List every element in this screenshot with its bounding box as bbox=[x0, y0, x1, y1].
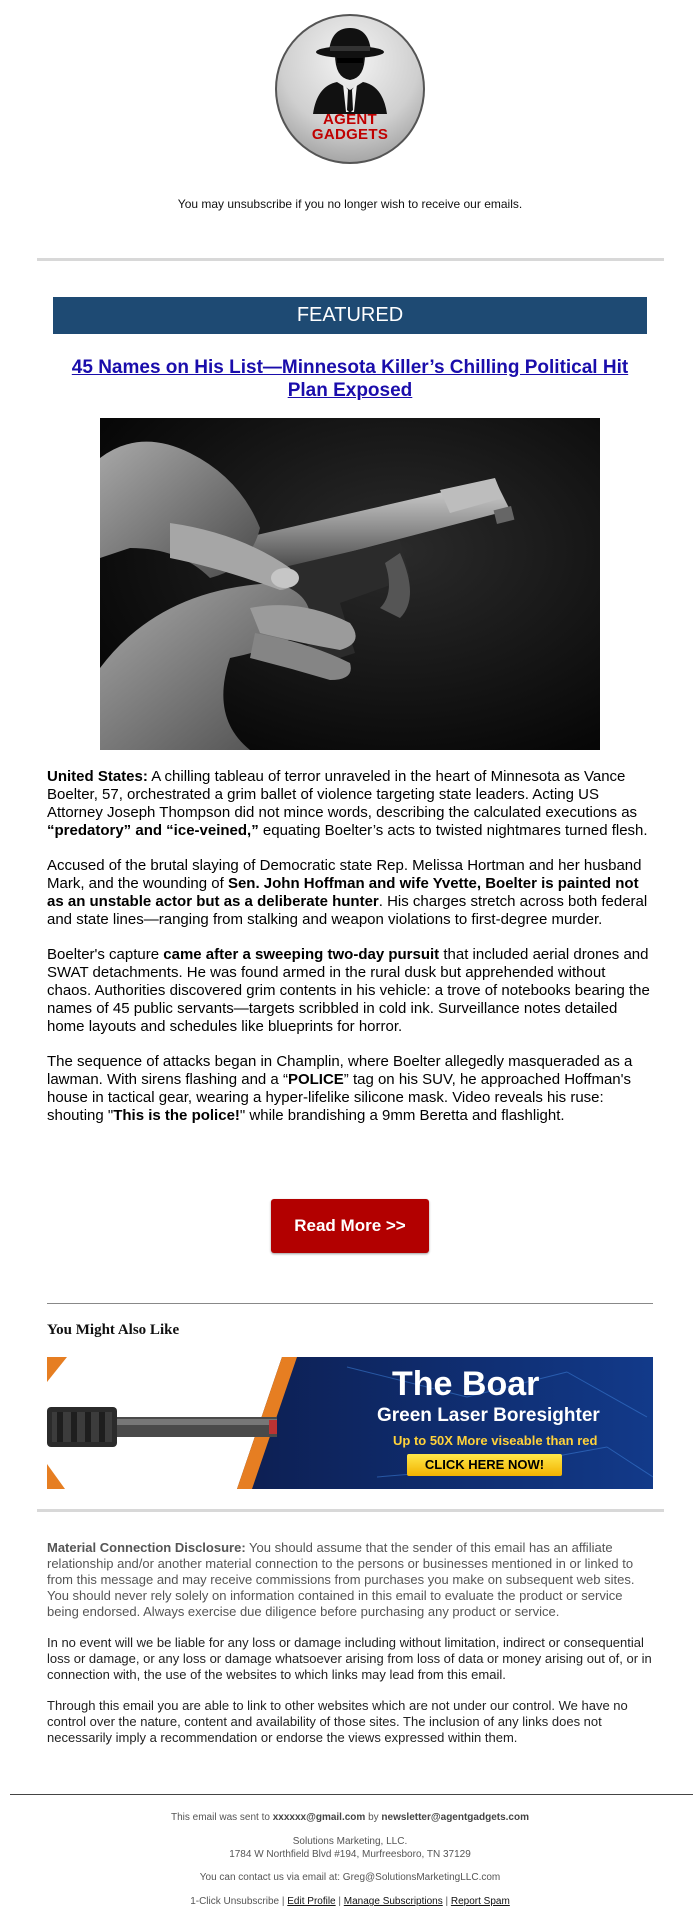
article-paragraph bbox=[47, 946, 653, 1036]
article-paragraph bbox=[47, 857, 653, 929]
footer-links bbox=[0, 1896, 700, 1907]
footer-text: This email was sent to bbox=[171, 1812, 273, 1823]
footer-contact bbox=[0, 1872, 700, 1883]
company-name: Solutions Marketing, LLC. bbox=[292, 1836, 408, 1847]
separator: | bbox=[335, 1896, 344, 1907]
edit-profile-link[interactable]: Edit Profile bbox=[287, 1896, 336, 1907]
article-text: A chilling tableau of terror unraveled in the heart of Minnesota as Vance Boelter, 57, orchestrated a grim ballet of violence targeting state leaders. Acting US Attorney Joseph Thompson did not mince words, describing the calculated executions as bbox=[47, 768, 638, 821]
agent-gadgets-logo[interactable] bbox=[275, 14, 425, 164]
external-links-paragraph: Through this email you are able to link to other websites which are not under our control. We have no control over the nature, content and availability of those sites. The inclusion of any links does not necessarily imply a recommendation or endorse the views expressed within them. bbox=[47, 1698, 628, 1745]
disclosure-lead: Material Connection Disclosure: bbox=[47, 1540, 246, 1555]
you-might-also-like-heading: You Might Also Like bbox=[47, 1322, 180, 1338]
logo-text-gadgets: GADGETS bbox=[311, 126, 389, 143]
ad-title: The Boar bbox=[392, 1365, 540, 1403]
liability-paragraph: In no event will we be liable for any loss or damage including without limitation, indirect or consequential loss or damage, or any loss or damage whatsoever arising from loss of data or money arising out of, or in connection with, the use of the websites to which links may lead from this email. bbox=[47, 1635, 652, 1682]
company-address: 1784 W Northfield Blvd #194, Murfreesboro, TN 37129 bbox=[229, 1849, 471, 1860]
disclosure-text: You should assume that the sender of this email has an affiliate relationship and/or another material connection to the persons or businesses mentioned in or linked to from this message and may receive commissions from purchases you make on subsequent web sites. You should never rely solely on information contained in this email to evaluate the product or service being endorsed. Always exercise due diligence before purchasing any product or service. bbox=[47, 1540, 635, 1619]
article-emphasis: POLICE bbox=[287, 1071, 344, 1088]
divider bbox=[37, 1509, 664, 1512]
hero-image[interactable] bbox=[100, 418, 600, 750]
disclosure-section bbox=[47, 1540, 653, 1761]
featured-banner: FEATURED bbox=[53, 297, 647, 334]
article-emphasis: This is the police! bbox=[113, 1107, 240, 1124]
sender-email: newsletter@agentgadgets.com bbox=[381, 1812, 529, 1823]
unsubscribe-note: You may unsubscribe if you no longer wish to receive our emails. bbox=[177, 197, 523, 211]
headline-link[interactable]: 45 Names on His List—Minnesota Killer’s Chilling Political Hit Plan Exposed bbox=[71, 357, 629, 401]
article-body bbox=[47, 768, 653, 1142]
footer-text: by bbox=[365, 1812, 382, 1823]
report-spam-link[interactable]: Report Spam bbox=[450, 1896, 510, 1907]
separator: | bbox=[279, 1896, 288, 1907]
footer-sent-to bbox=[0, 1812, 700, 1823]
recipient-email: xxxxxx@gmail.com bbox=[272, 1812, 366, 1823]
boar-boresighter-ad[interactable] bbox=[47, 1357, 653, 1489]
footer-divider bbox=[10, 1794, 693, 1795]
manage-subscriptions-link[interactable]: Manage Subscriptions bbox=[343, 1896, 443, 1907]
article-text: that included aerial drones and SWAT detachments. He was found armed in the rural dusk but apprehended without chaos. Authorities discovered grim contents in his vehicle: a trove of notebooks bearing the names of 45 public servants—targets scribbled in cold ink. Surveillance notes detailed home layouts and schedules like blueprints for horror. bbox=[47, 946, 650, 1035]
handgun-photo bbox=[100, 418, 600, 750]
ad-tagline: Up to 50X More viseable than red bbox=[393, 1433, 598, 1448]
article-paragraph bbox=[47, 1053, 653, 1125]
footer-text: You can contact us via email at: bbox=[199, 1872, 343, 1883]
article-text: . His charges stretch across both federal and state lines—ranging from stalking and weapon violations to first-degree murder. bbox=[47, 893, 648, 928]
article-text: Accused of the brutal slaying of Democratic state Rep. Melissa Hortman and her husband Mark, and the wounding of bbox=[47, 857, 642, 892]
article-paragraph bbox=[47, 768, 653, 840]
article-text: Boelter's capture bbox=[47, 946, 164, 963]
ad-cta-button[interactable]: CLICK HERE NOW! bbox=[407, 1454, 562, 1476]
logo-text-agent: AGENT bbox=[323, 111, 377, 128]
ad-subtitle: Green Laser Boresighter bbox=[377, 1405, 600, 1426]
divider bbox=[37, 258, 664, 261]
read-more-button[interactable]: Read More >> bbox=[271, 1199, 429, 1253]
article-location: United States: bbox=[47, 768, 148, 785]
divider bbox=[47, 1303, 653, 1304]
article-text: ” tag on his SUV, he approached Hoffman's house in tactical gear, wearing a hyper-lifelike silicone mask. Video reveals his ruse: shouting " bbox=[47, 1071, 631, 1124]
separator: | bbox=[442, 1896, 451, 1907]
disclosure-paragraph bbox=[47, 1540, 653, 1620]
article-emphasis: Sen. John Hoffman and wife Yvette, Boelter is painted not as an unstable actor but as a deliberate hunter bbox=[47, 875, 639, 910]
article-emphasis: came after a sweeping two-day pursuit bbox=[163, 946, 440, 963]
contact-email: Greg@SolutionsMarketingLLC.com bbox=[342, 1872, 501, 1883]
article-text: " while brandishing a 9mm Beretta and flashlight. bbox=[239, 1107, 565, 1124]
article-text: The sequence of attacks began in Champlin, where Boelter allegedly masqueraded as a lawman. With sirens flashing and a “ bbox=[47, 1053, 633, 1088]
article-emphasis: “predatory” and “ice-veined,” bbox=[47, 822, 259, 839]
one-click-unsubscribe-link[interactable]: 1-Click Unsubscribe bbox=[190, 1896, 280, 1907]
article-text: equating Boelter’s acts to twisted nightmares turned flesh. bbox=[258, 822, 648, 839]
